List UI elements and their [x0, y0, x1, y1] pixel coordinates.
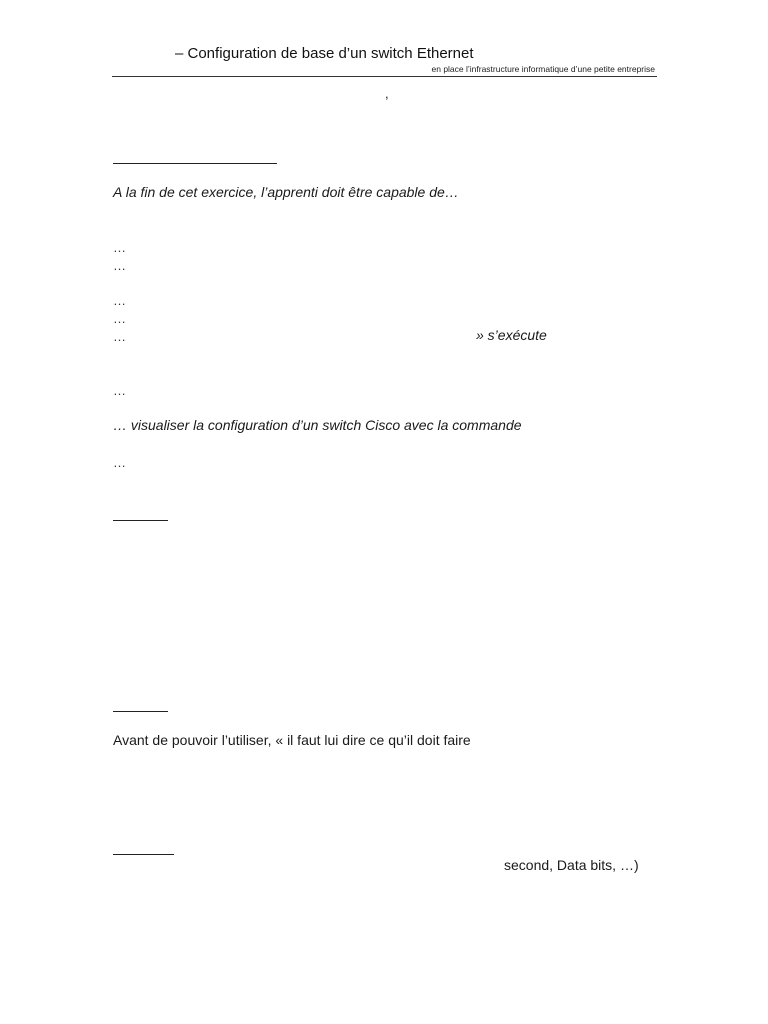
document-subtitle: en place l’infrastructure informatique d’une petite entreprise: [431, 64, 655, 74]
section2-text: Avant de pouvoir l’utiliser, « il faut lui dire ce qu’il doit faire: [113, 732, 471, 748]
section-heading-rule-objectives: [113, 163, 277, 164]
section-heading-rule: [113, 520, 168, 521]
objective-item: …: [113, 293, 127, 308]
objective-item: …: [113, 311, 127, 326]
objective-item: …: [113, 258, 127, 273]
objective-item: …: [113, 383, 127, 398]
objective-visualiser: … visualiser la configuration d’un switch Cisco avec la commande: [113, 417, 522, 433]
section-heading-rule: [113, 711, 168, 712]
section-heading-rule: [113, 854, 174, 855]
objective-item-suffix: » s’exécute: [476, 327, 547, 343]
section3-text: second, Data bits, …): [504, 857, 639, 873]
objective-item: …: [113, 329, 127, 344]
document-title: – Configuration de base d’un switch Ethernet: [175, 45, 474, 62]
header-divider: [112, 76, 657, 77]
objectives-intro: A la fin de cet exercice, l’apprenti doit être capable de…: [113, 184, 459, 200]
objective-item: …: [113, 240, 127, 255]
objective-item-last: …: [113, 455, 127, 470]
stray-comma: ,: [385, 86, 389, 101]
